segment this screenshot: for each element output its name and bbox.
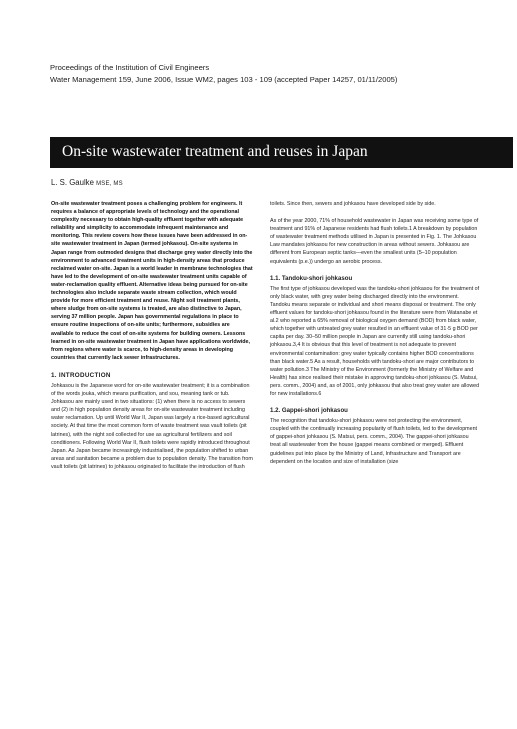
section-heading-tandoku: 1.1. Tandoku-shori johkasou	[270, 274, 353, 282]
right-column	[270, 200, 480, 475]
author-line	[51, 178, 123, 187]
paragraph-tandoku: The first type of johkasou developed was the tandoku-shori johkasou for the treatment of only black water, with grey water being discharged directly into the environment. Tandoku means separate or individual and shori means disposal or treatment. The only effluent values for tandoku-shori johkasou found in the literature were from Watanabe et al.2 who reported a 65% removal of biological oxygen demand (BOD) from black water, which together with untreated grey water resulted in an effluent value of 31·5 g BOD per capita per day. 30–50 million people in Japan are currently still using tandoku-shori johkasou.3,4 It is obvious that this level of treatment is not adequate to prevent environmental contamination: grey water typically contains higher BOD concentrations than black water.5 As a result, households with tandoku-shori are major contributors to water pollution.3 The Ministry of the Environment (formerly the Ministry of Welfare and Health) has since realised their mistake in approving tandoku-shori johkasou (S. Matsui, pers. comm., 2004) and, as of 2001, only johkasou that also treat grey water are allowed for new installations.6	[270, 285, 480, 397]
introduction-paragraph: Johkasou is the Japanese word for on-site wastewater treatment; it is a combination of the words jouka, which means purification, and sou, meaning tank or tub. Johkasou are mainly used in two situations: (1) when there is no access to sewers and (2) in high population density areas for on-site wastewater treatment including water reclamation. Up until World War II, Japan was largely a rice-based agricultural society. At that time the most common form of waste treatment was vault toilets (pit latrines), with the night soil collected for use as agricultural fertilizers and soil conditioners. Following World War II, flush toilets were rapidly introduced throughout Japan. As Japan became increasingly industrialised, the population shifted to urban areas and sanitation became a problem due to population density. The transition from vault toilets (pit latrines) to johkasou originated to facilitate the introduction of flush	[51, 382, 253, 470]
paragraph-gappei: The recognition that tandoku-shori johkasou were not protecting the environment, coupled with the continually increasing popularity of flush toilets, led to the development of gappei-shori johkasou (S. Matsui, pers. comm., 2004). The gappei-shori johkasou treat all wastewater from the house (gappei means combined or merged). Effluent guidelines put into place by the Ministry of Land, Infrastructure and Transport are dependent on the location and size of installation (size	[270, 418, 478, 465]
section-heading-gappei: 1.2. Gappei-shori johkasou	[270, 407, 348, 415]
paragraph-continuation: toilets. Since then, sewers and johkasou have developed side by side.	[270, 201, 436, 207]
journal-issue: Water Management 159, June 2006, Issue WM2, pages 103 - 109 (accepted Paper 14257, 01/11/2005)	[50, 74, 398, 84]
title-banner	[50, 137, 513, 168]
left-column	[51, 200, 253, 480]
author-name: L. S. Gaulke	[51, 178, 94, 187]
author-credentials: MSE, MS	[96, 181, 123, 187]
journal-citation	[50, 62, 490, 85]
section-heading-introduction: 1. INTRODUCTION	[51, 371, 111, 379]
journal-name: Proceedings of the Institution of Civil Engineers	[50, 63, 210, 72]
abstract: On-site wastewater treatment poses a challenging problem for engineers. It requires a balance of appropriate levels of technology and the operational complexity necessary to obtain high-quality effluent together with adequate reliability and simplicity to accommodate infrequent maintenance and monitoring. This review covers how these issues have been addressed in on-site wastewater treatment in Japan (termed johkasou). On-site systems in Japan range from outmoded designs that discharge grey water directly into the environment to advanced treatment units in high-density areas that produce reclaimed water on-site. Japan is a world leader in membrane technologies that have led to the development of on-site wastewater treatment units capable of water-reclamation quality effluent. Alternative ideas being pursued for on-site technologies also include separate waste stream collection, which would provide for more efficient treatment and reuse. Night soil treatment plants, where sludge from on-site systems is treated, are also distinctive to Japan, serving 37 million people. Japan has governmental regulations in place to ensure routine inspections of on-site units; furthermore, subsidies are available to reduce the cost of on-site systems for building owners. Lessons learned in on-site wastewater treatment in Japan have applications worldwide, from regions where water is scarce, to high-density areas in developing countries that currently lack sewer infrastructures.	[51, 201, 253, 361]
paper-title: On-site wastewater treatment and reuses in Japan	[62, 143, 368, 160]
paragraph-statistics: As of the year 2000, 71% of household wastewater in Japan was receiving some type of treatment and 91% of Japanese residents had flush toilets.1 A breakdown by population of wastewater treatment methods utilised in Japan is presented in Fig. 1. The Johkasou Law mandates johkasou for new construction in areas without sewers. Johkasou are different from European septic tanks—even the smallest units (5–10 population equivalents (p.e.)) undergo an aerobic process.	[270, 218, 479, 265]
